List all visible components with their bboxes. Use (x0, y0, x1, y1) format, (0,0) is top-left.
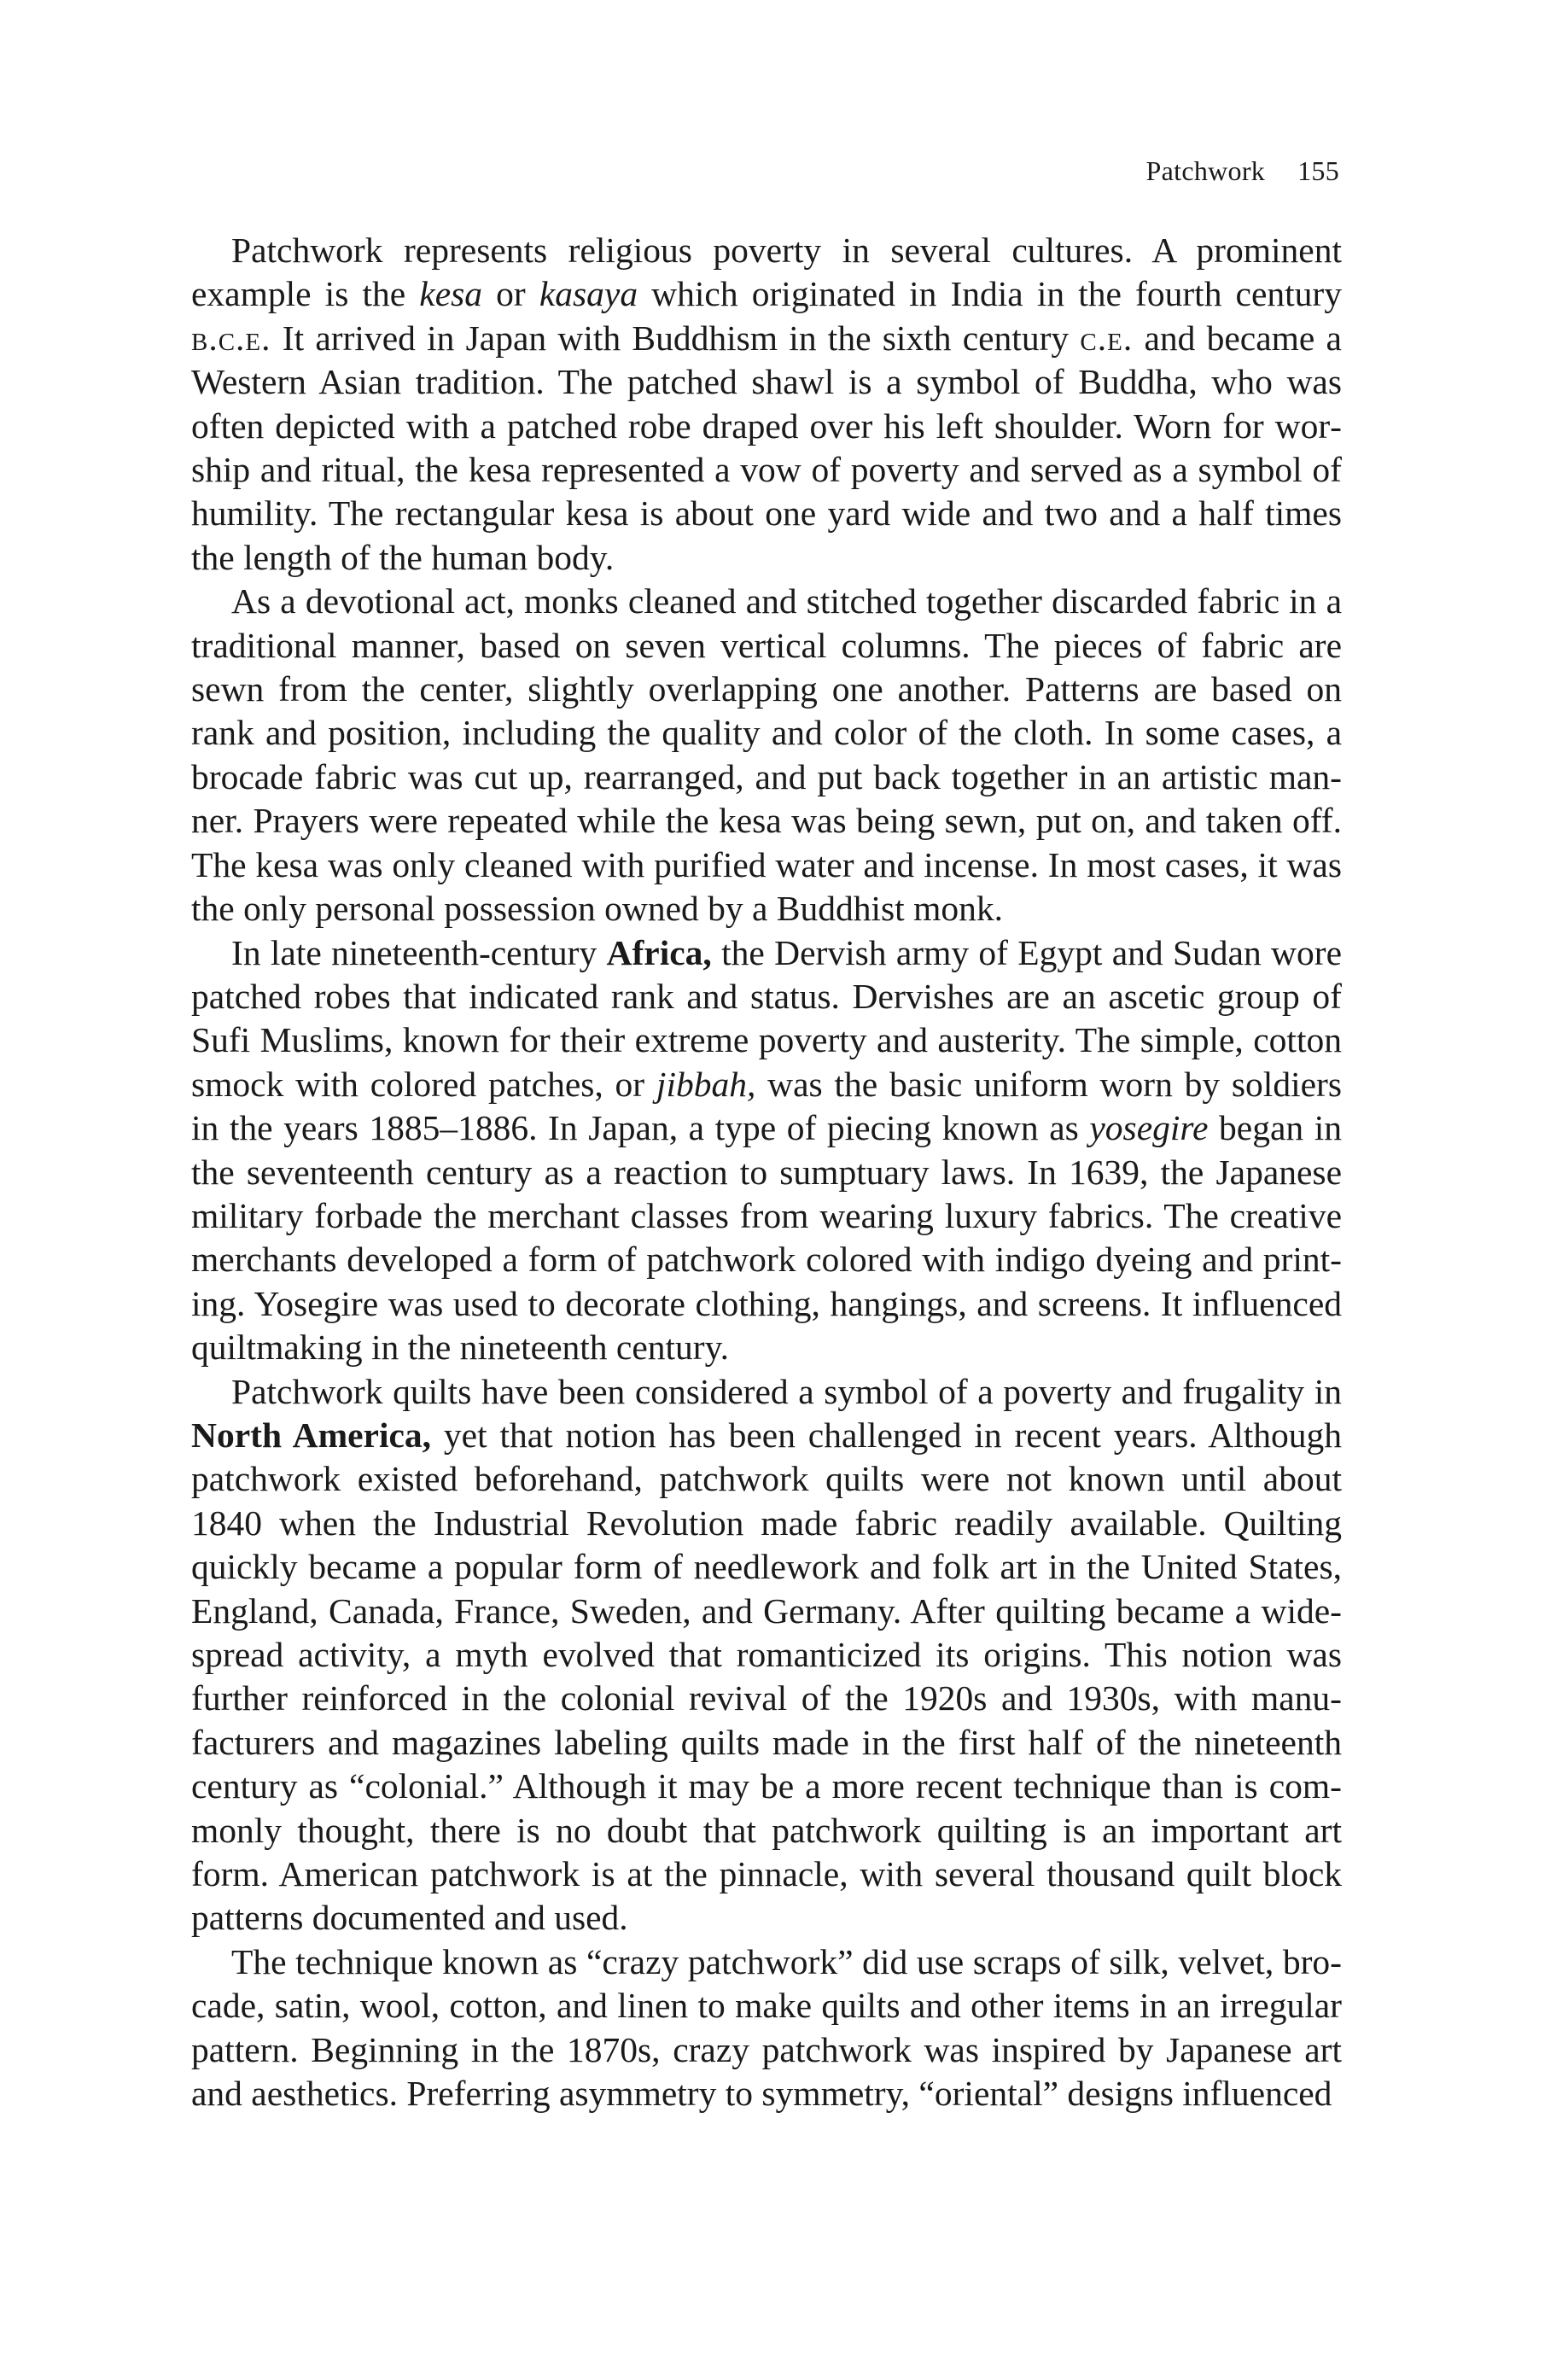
page-number: 155 (1297, 155, 1339, 186)
text-run: and became a Western Asian tradition. The patched shawl is a symbol of Buddha, who was often depicted with a patched robe draped over his left shoulder. Worn for worship and ritual, the kesa represented a vow of poverty and served as a symbol of humility. The rectangular kesa is about one yard wide and two and a half times the length of the human body. (191, 318, 1342, 577)
term-jibbah: jibbah, (656, 1064, 756, 1104)
era-ce: c.e. (1080, 318, 1134, 358)
text-run: Patchwork represents religious poverty in several cultures. A prominent example is the (191, 230, 1342, 314)
text-run: Patchwork quilts have been considered a symbol of a poverty and frugality in (231, 1371, 1342, 1411)
text-run: began in the seventeenth century as a reaction to sumptuary laws. In 1639, the Japanese military forbade the merchant classes from wearing luxury fabrics. The creative merchants developed a form of patchwork colored with indigo dyeing and printing. Yosegire was used to decorate clothing, hangings, and screens. It influenced quiltmaking in the nineteenth century. (191, 1108, 1342, 1368)
region-north-america: North America, (191, 1415, 432, 1455)
text-run: As a devotional act, monks cleaned and stitched together discarded fabric in a traditional manner, based on seven vertical columns. The pieces of fabric are sewn from the center, slightly overlapping one another. Patterns are based on rank and position, including the quality and color of the cloth. In some cases, a brocade fabric was cut up, rearranged, and put back together in an artistic manner. Prayers were repeated while the kesa was being sewn, put on, and taken off. The kesa was only cleaned with purified water and incense. In most cases, it was the only personal possession owned by a Buddhist monk. (191, 581, 1342, 929)
text-run: The technique known as “crazy patchwork” did use scraps of silk, velvet, brocade, satin, wool, cotton, and linen to make quilts and other items in an irregular pattern. Beginning in the 1870s, crazy patchwork was inspired by Japanese art and aesthetics. Preferring asymmetry to symmetry, “oriental” designs influenced (191, 1941, 1342, 2114)
running-head (1146, 154, 1339, 188)
term-yosegire: yosegire (1089, 1108, 1209, 1148)
text-run: was the basic uniform worn by soldiers in the years 1885–1886. In Japan, a type of piecing known as (191, 1064, 1342, 1148)
running-title: Patchwork (1145, 155, 1266, 186)
text-run: which originated in India in the fourth century (638, 274, 1343, 314)
body-text (191, 229, 1342, 2115)
region-africa: Africa, (606, 932, 712, 972)
paragraph-kesa (191, 229, 1342, 580)
text-run: or (482, 274, 539, 314)
text-run: It arrived in Japan with Buddhism in the sixth century (271, 318, 1081, 358)
text-run: In late nineteenth-century (231, 932, 607, 972)
paragraph-africa (191, 931, 1342, 1370)
era-bce: b.c.e. (191, 318, 271, 358)
paragraph-north-america (191, 1370, 1342, 1940)
paragraph-crazy-patchwork (191, 1940, 1342, 2116)
term-kesa: kesa (419, 274, 483, 314)
paragraph-devotional (191, 580, 1342, 931)
text-run: yet that notion has been challenged in recent years. Although patchwork existed beforehand, patchwork quilts were not known until about 1840 when the Industrial Revolution made fabric readily available. Quilting quickly became a popular form of needlework and folk art in the United States, England, Canada, France, Sweden, and Germany. After quilting became a widespread activity, a myth evolved that romanticized its origins. This notion was further reinforced in the colonial revival of the 1920s and 1930s, with manufacturers and magazines labeling quilts made in the first half of the nineteenth century as “colonial.” Although it may be a more recent technique than is commonly thought, there is no doubt that patchwork quilting is an important art form. American patchwork is at the pinnacle, with several thousand quilt block patterns documented and used. (191, 1415, 1342, 1938)
text-run: the Dervish army of Egypt and Sudan wore patched robes that indicated rank and status. Dervishes are an ascetic group of Sufi Muslims, known for their extreme poverty and austerity. The simple, cotton smock with colored patches, or (191, 932, 1342, 1104)
term-kasaya: kasaya (539, 274, 638, 314)
